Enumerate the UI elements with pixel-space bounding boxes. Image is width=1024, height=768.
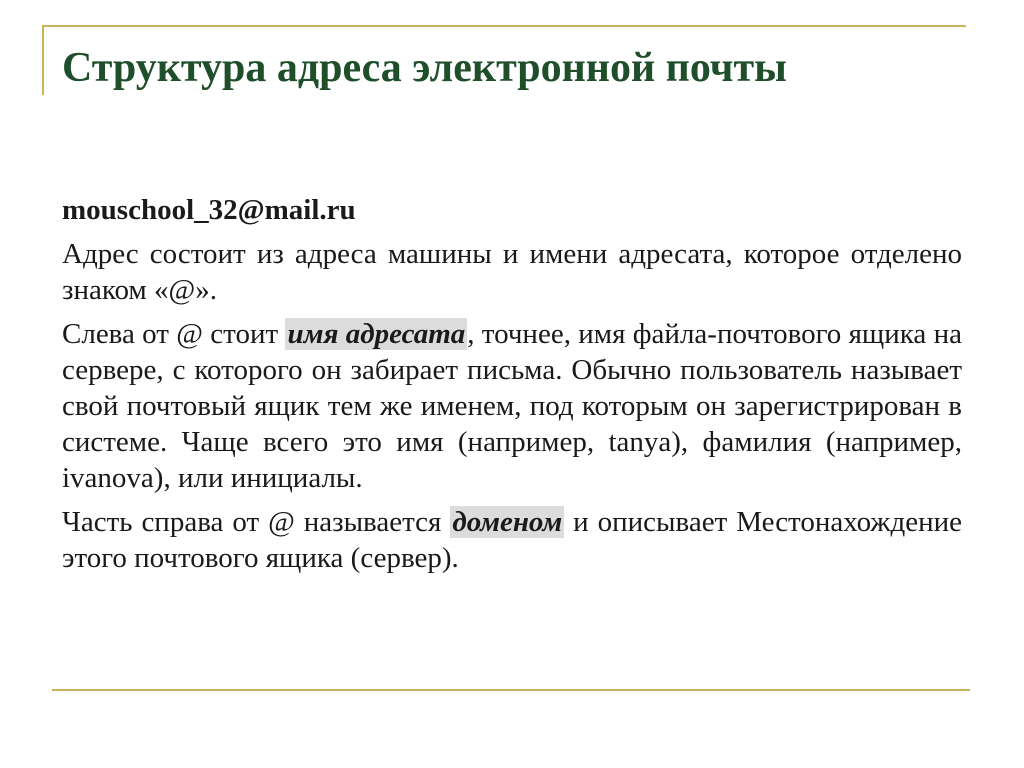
paragraph-text-after: , точнее, имя файла-почтового ящика на сервере, с которого он забирает письма. Обычно пользователь называет свой почтовый ящик тем же именем, под которым он зарегистрирован в системе. Чаще всего это имя (например, tanya), фамилия (например, ivanova), или инициалы. [62, 318, 962, 494]
left-rule [42, 25, 44, 95]
paragraph-text-before: Часть справа от @ называется [62, 506, 451, 538]
paragraph-address-structure: Адрес состоит из адреса машины и имени адресата, которое отделено знаком «@». [62, 238, 962, 306]
highlight-recipient-name: имя адресата [287, 318, 466, 350]
slide-body [62, 192, 962, 584]
bottom-rule [52, 689, 970, 691]
top-rule [42, 25, 966, 27]
paragraph-domain [62, 504, 962, 576]
paragraph-text-after: и описывает Местонахождение этого почтового ящика (сервер). [62, 506, 962, 574]
highlight-domain: доменом [452, 506, 563, 538]
slide-title: Структура адреса электронной почты [62, 45, 787, 91]
paragraph-recipient-name [62, 316, 962, 496]
paragraph-text-before: Слева от @ стоит [62, 318, 286, 350]
email-address: mouschool_32@mail.ru [62, 194, 356, 226]
